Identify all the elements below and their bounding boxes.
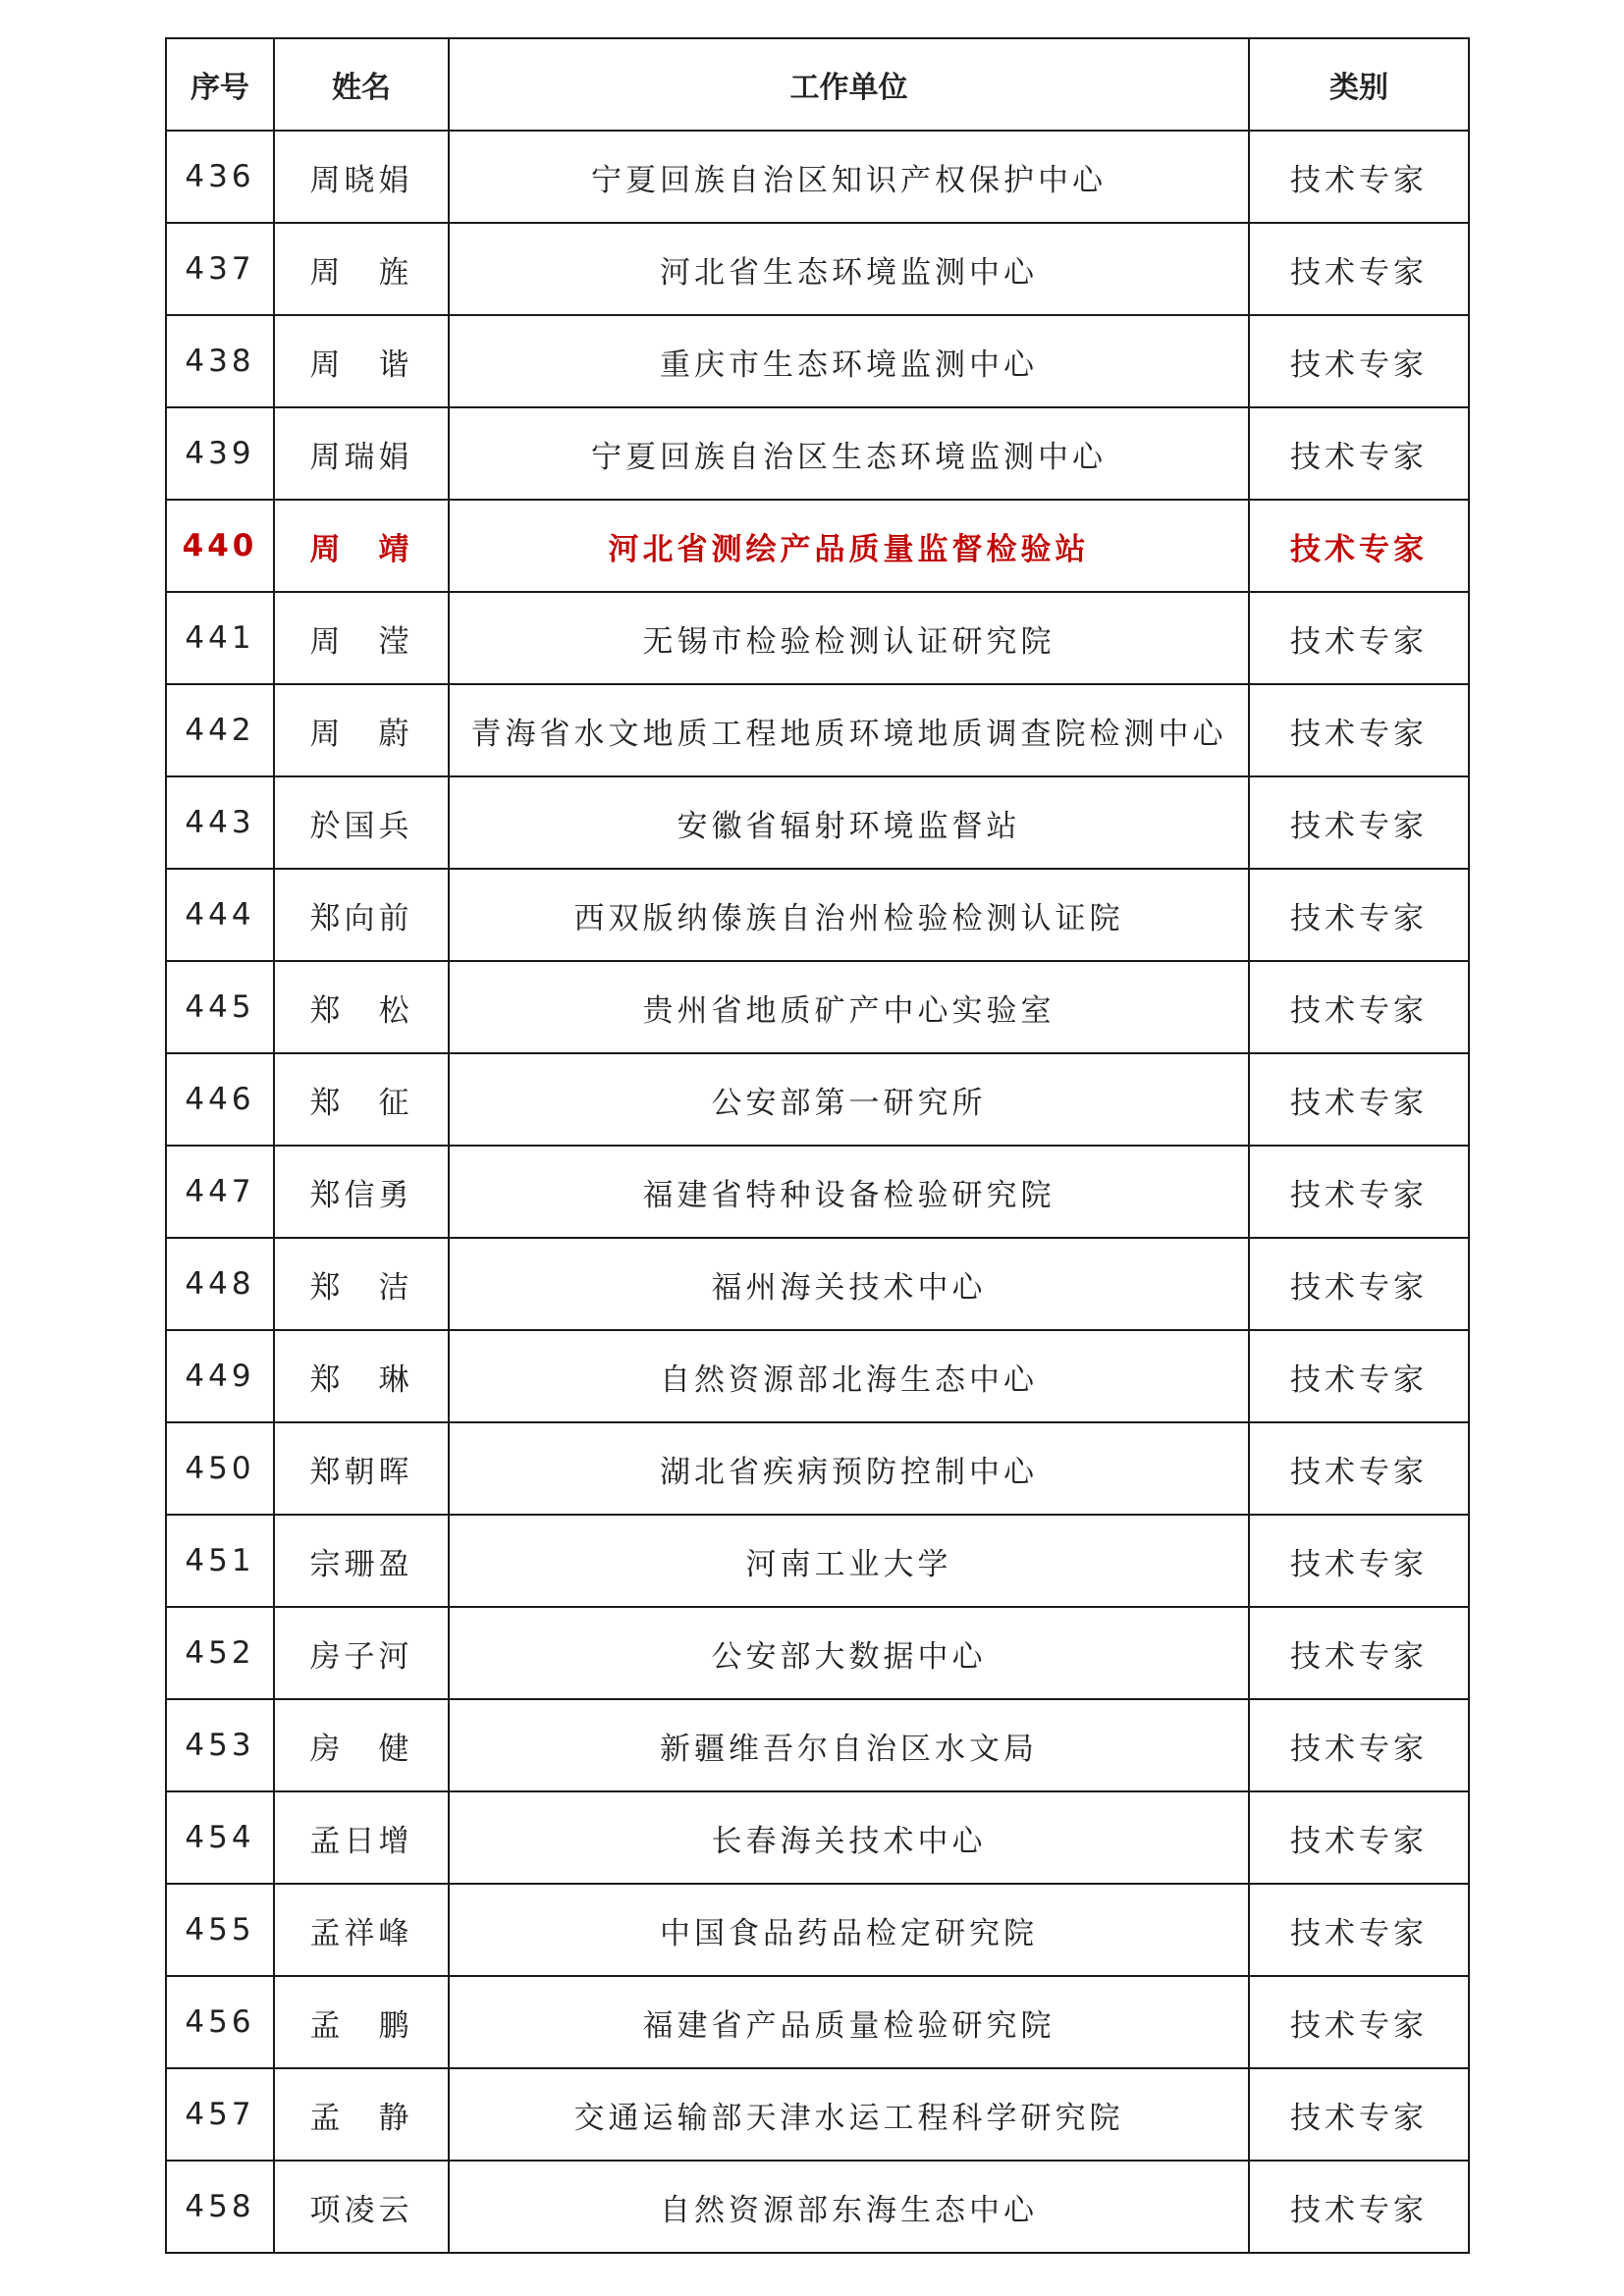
header-index: 序号 xyxy=(166,38,274,131)
cell-category: 技术专家 xyxy=(1249,315,1469,407)
cell-unit: 宁夏回族自治区知识产权保护中心 xyxy=(449,131,1249,223)
table-header-row xyxy=(166,38,1469,131)
table-row xyxy=(166,131,1469,223)
header-unit: 工作单位 xyxy=(449,38,1249,131)
cell-name: 郑向前 xyxy=(274,869,449,961)
cell-unit: 中国食品药品检定研究院 xyxy=(449,1884,1249,1976)
header-category: 类别 xyxy=(1249,38,1469,131)
cell-unit: 公安部第一研究所 xyxy=(449,1053,1249,1146)
cell-name: 孟 静 xyxy=(274,2068,449,2161)
cell-index: 452 xyxy=(166,1607,274,1699)
table-row xyxy=(166,407,1469,500)
cell-name: 孟日增 xyxy=(274,1791,449,1884)
table-row xyxy=(166,1422,1469,1515)
table-body xyxy=(166,131,1469,2253)
cell-name: 周 靖 xyxy=(274,500,449,592)
cell-unit: 安徽省辐射环境监督站 xyxy=(449,776,1249,869)
cell-category: 技术专家 xyxy=(1249,500,1469,592)
cell-unit: 青海省水文地质工程地质环境地质调查院检测中心 xyxy=(449,684,1249,776)
cell-name: 周晓娟 xyxy=(274,131,449,223)
cell-index: 438 xyxy=(166,315,274,407)
cell-name: 周瑞娟 xyxy=(274,407,449,500)
cell-category: 技术专家 xyxy=(1249,1053,1469,1146)
cell-unit: 长春海关技术中心 xyxy=(449,1791,1249,1884)
table-row xyxy=(166,500,1469,592)
cell-index: 445 xyxy=(166,961,274,1053)
cell-unit: 福建省产品质量检验研究院 xyxy=(449,1976,1249,2068)
table-row xyxy=(166,1053,1469,1146)
cell-category: 技术专家 xyxy=(1249,2068,1469,2161)
table-row xyxy=(166,1791,1469,1884)
table-row xyxy=(166,961,1469,1053)
table-row xyxy=(166,315,1469,407)
cell-unit: 自然资源部东海生态中心 xyxy=(449,2161,1249,2253)
cell-category: 技术专家 xyxy=(1249,1607,1469,1699)
cell-index: 456 xyxy=(166,1976,274,2068)
table-row xyxy=(166,2068,1469,2161)
cell-name: 郑 琳 xyxy=(274,1330,449,1422)
table-row xyxy=(166,592,1469,684)
cell-category: 技术专家 xyxy=(1249,869,1469,961)
cell-category: 技术专家 xyxy=(1249,1422,1469,1515)
cell-name: 房 健 xyxy=(274,1699,449,1791)
cell-index: 448 xyxy=(166,1238,274,1330)
cell-index: 450 xyxy=(166,1422,274,1515)
cell-name: 郑朝晖 xyxy=(274,1422,449,1515)
cell-name: 於国兵 xyxy=(274,776,449,869)
table-row xyxy=(166,1976,1469,2068)
cell-index: 458 xyxy=(166,2161,274,2253)
cell-index: 443 xyxy=(166,776,274,869)
cell-category: 技术专家 xyxy=(1249,407,1469,500)
cell-index: 446 xyxy=(166,1053,274,1146)
header-name: 姓名 xyxy=(274,38,449,131)
cell-name: 房子河 xyxy=(274,1607,449,1699)
cell-category: 技术专家 xyxy=(1249,131,1469,223)
cell-name: 周 蔚 xyxy=(274,684,449,776)
cell-category: 技术专家 xyxy=(1249,2161,1469,2253)
cell-name: 郑 洁 xyxy=(274,1238,449,1330)
cell-category: 技术专家 xyxy=(1249,1330,1469,1422)
cell-unit: 河北省测绘产品质量监督检验站 xyxy=(449,500,1249,592)
table-row xyxy=(166,684,1469,776)
cell-unit: 西双版纳傣族自治州检验检测认证院 xyxy=(449,869,1249,961)
cell-index: 444 xyxy=(166,869,274,961)
cell-index: 457 xyxy=(166,2068,274,2161)
cell-unit: 公安部大数据中心 xyxy=(449,1607,1249,1699)
cell-category: 技术专家 xyxy=(1249,1146,1469,1238)
cell-name: 项凌云 xyxy=(274,2161,449,2253)
cell-index: 451 xyxy=(166,1515,274,1607)
table-row xyxy=(166,1238,1469,1330)
cell-category: 技术专家 xyxy=(1249,684,1469,776)
cell-unit: 重庆市生态环境监测中心 xyxy=(449,315,1249,407)
cell-unit: 无锡市检验检测认证研究院 xyxy=(449,592,1249,684)
cell-unit: 贵州省地质矿产中心实验室 xyxy=(449,961,1249,1053)
table-row xyxy=(166,1884,1469,1976)
table-row xyxy=(166,1699,1469,1791)
cell-index: 447 xyxy=(166,1146,274,1238)
cell-category: 技术专家 xyxy=(1249,1884,1469,1976)
cell-name: 周 旌 xyxy=(274,223,449,315)
cell-name: 郑 征 xyxy=(274,1053,449,1146)
cell-index: 436 xyxy=(166,131,274,223)
cell-name: 周 谐 xyxy=(274,315,449,407)
cell-unit: 福州海关技术中心 xyxy=(449,1238,1249,1330)
table-row xyxy=(166,223,1469,315)
cell-category: 技术专家 xyxy=(1249,1976,1469,2068)
cell-unit: 交通运输部天津水运工程科学研究院 xyxy=(449,2068,1249,2161)
roster-table xyxy=(165,37,1470,2254)
cell-index: 442 xyxy=(166,684,274,776)
cell-category: 技术专家 xyxy=(1249,1238,1469,1330)
table-row xyxy=(166,1330,1469,1422)
cell-index: 454 xyxy=(166,1791,274,1884)
cell-category: 技术专家 xyxy=(1249,1791,1469,1884)
cell-unit: 湖北省疾病预防控制中心 xyxy=(449,1422,1249,1515)
table-row xyxy=(166,776,1469,869)
cell-name: 郑 松 xyxy=(274,961,449,1053)
cell-category: 技术专家 xyxy=(1249,776,1469,869)
cell-index: 439 xyxy=(166,407,274,500)
cell-name: 周 滢 xyxy=(274,592,449,684)
cell-name: 孟祥峰 xyxy=(274,1884,449,1976)
cell-index: 441 xyxy=(166,592,274,684)
table-row xyxy=(166,1607,1469,1699)
cell-unit: 自然资源部北海生态中心 xyxy=(449,1330,1249,1422)
table-row xyxy=(166,869,1469,961)
cell-category: 技术专家 xyxy=(1249,592,1469,684)
cell-name: 宗珊盈 xyxy=(274,1515,449,1607)
cell-category: 技术专家 xyxy=(1249,1515,1469,1607)
cell-category: 技术专家 xyxy=(1249,223,1469,315)
cell-unit: 福建省特种设备检验研究院 xyxy=(449,1146,1249,1238)
cell-unit: 河北省生态环境监测中心 xyxy=(449,223,1249,315)
cell-index: 453 xyxy=(166,1699,274,1791)
table-row xyxy=(166,2161,1469,2253)
cell-category: 技术专家 xyxy=(1249,1699,1469,1791)
cell-index: 449 xyxy=(166,1330,274,1422)
cell-index: 455 xyxy=(166,1884,274,1976)
cell-name: 郑信勇 xyxy=(274,1146,449,1238)
cell-unit: 宁夏回族自治区生态环境监测中心 xyxy=(449,407,1249,500)
cell-unit: 新疆维吾尔自治区水文局 xyxy=(449,1699,1249,1791)
table-row xyxy=(166,1515,1469,1607)
cell-name: 孟 鹏 xyxy=(274,1976,449,2068)
table-row xyxy=(166,1146,1469,1238)
cell-index: 437 xyxy=(166,223,274,315)
cell-unit: 河南工业大学 xyxy=(449,1515,1249,1607)
cell-category: 技术专家 xyxy=(1249,961,1469,1053)
cell-index: 440 xyxy=(166,500,274,592)
